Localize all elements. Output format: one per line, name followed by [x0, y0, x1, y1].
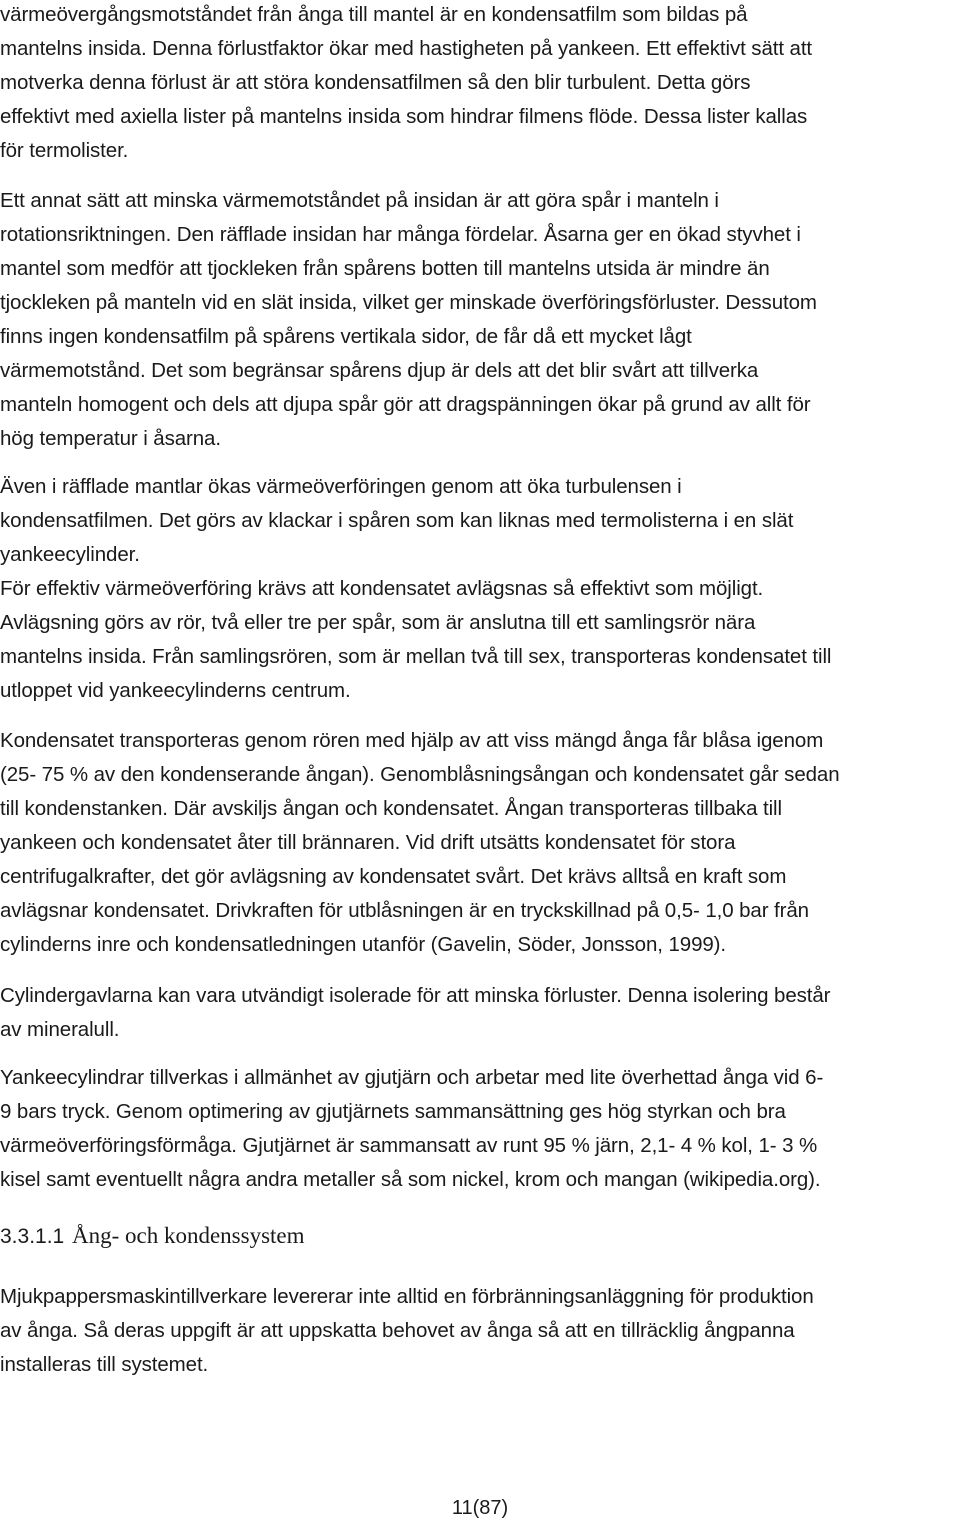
- section-heading: [0, 1218, 305, 1255]
- text-line: Cylindergavlarna kan vara utvändigt isolerade för att minska förluster. Denna isolering består: [0, 984, 831, 1007]
- text-line: 9 bars tryck. Genom optimering av gjutjärnets sammansättning ges hög styrkan och bra: [0, 1100, 786, 1123]
- text-line: Även i räfflade mantlar ökas värmeöverföringen genom att öka turbulensen i: [0, 475, 682, 498]
- text-line: centrifugalkrafter, det gör avlägsning av kondensatet svårt. Det krävs alltså en kraft som: [0, 865, 787, 888]
- text-line: kisel samt eventuellt några andra metaller så som nickel, krom och mangan (wikipedia.org).: [0, 1168, 821, 1191]
- text-line: effektivt med axiella lister på mantelns insida som hindrar filmens flöde. Dessa lister kallas: [0, 105, 808, 128]
- text-line: för termolister.: [0, 139, 129, 162]
- text-line: kondensatfilmen. Det görs av klackar i spåren som kan liknas med termolisterna i en slät: [0, 509, 794, 532]
- text-line: till kondenstanken. Där avskiljs ångan och kondensatet. Ångan transporteras tillbaka till: [0, 797, 782, 820]
- text-line: motverka denna förlust är att störa kondensatfilmen så den blir turbulent. Detta görs: [0, 71, 751, 94]
- text-line: (25- 75 % av den kondenserande ångan). Genomblåsningsångan och kondensatet går sedan: [0, 763, 840, 786]
- text-line: manteln homogent och dels att djupa spår gör att dragspänningen ökar på grund av allt för: [0, 393, 811, 416]
- text-line: Kondensatet transporteras genom rören med hjälp av att viss mängd ånga får blåsa igenom: [0, 729, 824, 752]
- paragraph-rafflade-insida: [0, 184, 960, 456]
- text-line: utloppet vid yankeecylinderns centrum.: [0, 679, 351, 702]
- paragraph-yankeecylindrar: [0, 1061, 960, 1197]
- paragraph-kondensat-avlagsning: [0, 470, 960, 708]
- text-line: värmeöverföringsförmåga. Gjutjärnet är sammansatt av runt 95 % järn, 2,1- 4 % kol, 1- 3 %: [0, 1134, 818, 1157]
- paragraph-termolister: [0, 0, 960, 168]
- text-line: Avlägsning görs av rör, två eller tre per spår, som är anslutna till ett samlingsrör nära: [0, 611, 756, 634]
- text-line: mantelns insida. Från samlingsrören, som är mellan två till sex, transporteras kondensatet till: [0, 645, 832, 668]
- text-line: tjockleken på manteln vid en slät insida, vilket ger minskade överföringsförluster. Dessutom: [0, 291, 817, 314]
- page-number: 11(87): [451, 1497, 509, 1519]
- text-line: finns ingen kondensatfilm på spårens vertikala sidor, de får då ett mycket lågt: [0, 325, 692, 348]
- text-line: Ett annat sätt att minska värmemotståndet på insidan är att göra spår i manteln i: [0, 189, 719, 212]
- text-line: av mineralull.: [0, 1018, 120, 1041]
- text-line: Yankeecylindrar tillverkas i allmänhet av gjutjärn och arbetar med lite överhettad ånga vid 6-: [0, 1066, 824, 1089]
- text-line: cylinderns inre och kondensatledningen utanför (Gavelin, Söder, Jonsson, 1999).: [0, 933, 727, 956]
- text-line: värmeövergångsmotståndet från ånga till mantel är en kondensatfilm som bildas på: [0, 3, 748, 26]
- text-line: Mjukpappersmaskintillverkare levererar inte alltid en förbränningsanläggning för produktion: [0, 1285, 814, 1308]
- section-number: 3.3.1.1: [0, 1225, 65, 1248]
- paragraph-kondensat-transport: [0, 724, 960, 962]
- paragraph-cylindergavlar: [0, 979, 960, 1047]
- text-line: installeras till systemet.: [0, 1353, 209, 1376]
- text-line: avlägsnar kondensatet. Drivkraften för utblåsningen är en tryckskillnad på 0,5- 1,0 bar från: [0, 899, 809, 922]
- text-line: För effektiv värmeöverföring krävs att kondensatet avlägsnas så effektivt som möjligt.: [0, 577, 764, 600]
- text-line: mantel som medför att tjockleken från spårens botten till mantelns utsida är mindre än: [0, 257, 770, 280]
- text-line: av ånga. Så deras uppgift är att uppskatta behovet av ånga så att en tillräcklig ångpanna: [0, 1319, 795, 1342]
- text-line: yankeen och kondensatet åter till brännaren. Vid drift utsätts kondensatet för stora: [0, 831, 736, 854]
- paragraph-angpanna: [0, 1280, 960, 1382]
- text-line: yankeecylinder.: [0, 543, 140, 566]
- text-line: rotationsriktningen. Den räfflade insidan har många fördelar. Åsarna ger en ökad styvhet i: [0, 223, 801, 246]
- text-line: hög temperatur i åsarna.: [0, 427, 221, 450]
- text-line: mantelns insida. Denna förlustfaktor ökar med hastigheten på yankeen. Ett effektivt sätt att: [0, 37, 813, 60]
- section-title: Ång- och kondenssystem: [71, 1223, 305, 1248]
- text-line: värmemotstånd. Det som begränsar spårens djup är dels att det blir svårt att tillverka: [0, 359, 759, 382]
